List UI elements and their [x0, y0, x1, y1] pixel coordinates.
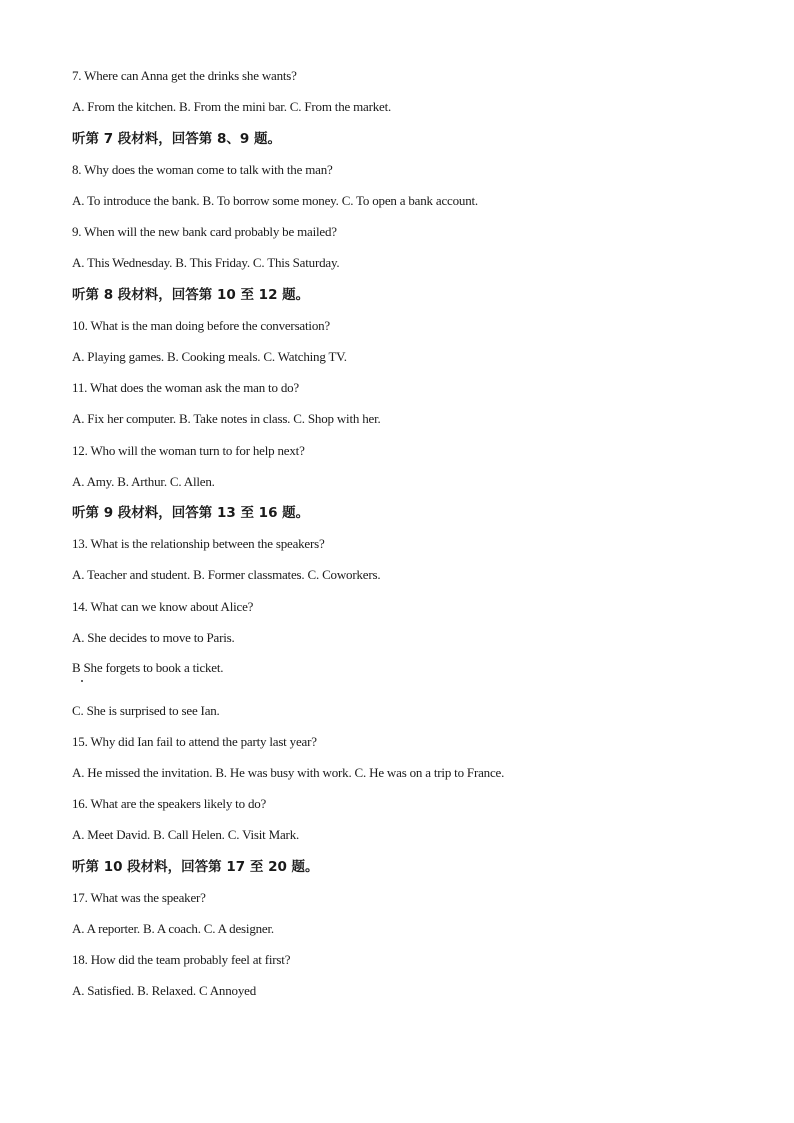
question-8: 8. Why does the woman come to talk with the man?	[72, 162, 333, 177]
options-15: A. He missed the invitation. B. He was busy with work. C. He was on a trip to France.	[72, 765, 505, 780]
options-7: A. From the kitchen. B. From the mini bar. C. From the market.	[72, 99, 392, 114]
section-heading-10: 听第 10 段材料，回答第 17 至 20 题。	[72, 859, 319, 875]
options-18: A. Satisfied. B. Relaxed. C Annoyed	[72, 983, 257, 998]
options-10: A. Playing games. B. Cooking meals. C. Watching TV.	[72, 349, 347, 364]
options-9: A. This Wednesday. B. This Friday. C. This Saturday.	[72, 255, 340, 270]
question-11: 11. What does the woman ask the man to do?	[72, 380, 299, 395]
question-10: 10. What is the man doing before the conversation?	[72, 318, 330, 333]
question-14: 14. What can we know about Alice?	[72, 599, 254, 614]
question-15: 15. Why did Ian fail to attend the party last year?	[72, 734, 317, 749]
options-17: A. A reporter. B. A coach. C. A designer.	[72, 921, 274, 936]
question-16: 16. What are the speakers likely to do?	[72, 796, 267, 811]
question-9: 9. When will the new bank card probably be mailed?	[72, 224, 337, 239]
option-14-a: A. She decides to move to Paris.	[72, 630, 235, 645]
section-heading-7: 听第 7 段材料，回答第 8、9 题。	[72, 131, 281, 147]
section-heading-9: 听第 9 段材料，回答第 13 至 16 题。	[72, 505, 310, 521]
options-13: A. Teacher and student. B. Former classmates. C. Coworkers.	[72, 567, 381, 582]
question-17: 17. What was the speaker?	[72, 890, 206, 905]
question-12: 12. Who will the woman turn to for help next?	[72, 443, 305, 458]
question-7: 7. Where can Anna get the drinks she wants?	[72, 68, 297, 83]
options-16: A. Meet David. B. Call Helen. C. Visit Mark.	[72, 827, 300, 842]
document-page	[72, 0, 772, 1123]
options-12: A. Amy. B. Arthur. C. Allen.	[72, 474, 215, 489]
stray-dot-mark	[81, 680, 83, 682]
section-heading-8: 听第 8 段材料，回答第 10 至 12 题。	[72, 287, 310, 303]
options-8: A. To introduce the bank. B. To borrow some money. C. To open a bank account.	[72, 193, 478, 208]
options-11: A. Fix her computer. B. Take notes in class. C. Shop with her.	[72, 411, 381, 426]
option-14-b: B She forgets to book a ticket.	[72, 660, 224, 675]
option-14-c: C. She is surprised to see Ian.	[72, 703, 220, 718]
question-13: 13. What is the relationship between the speakers?	[72, 536, 325, 551]
question-18: 18. How did the team probably feel at first?	[72, 952, 291, 967]
